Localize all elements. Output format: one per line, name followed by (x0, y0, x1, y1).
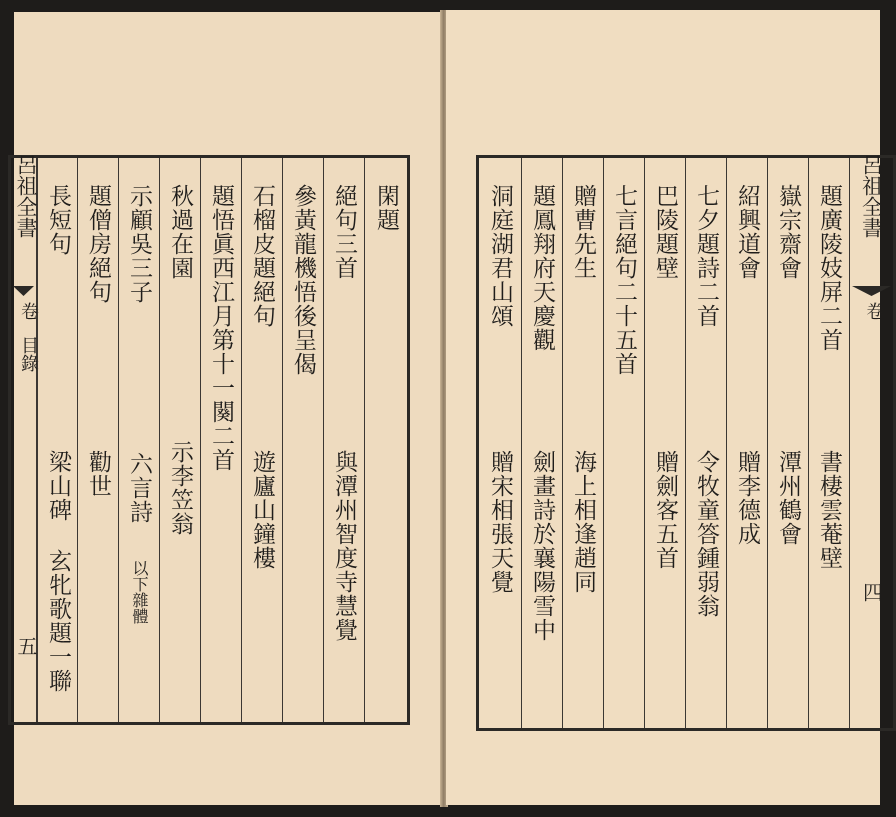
entry-title: 七夕題詩二首 (693, 184, 719, 328)
left-page (14, 12, 442, 805)
right-margin-title: 呂祖全書 (859, 154, 884, 238)
right-col-8 (521, 158, 562, 728)
fishtail-mark (852, 286, 891, 296)
entry-sub: 書棲雲菴壁 (816, 450, 842, 570)
entry-title: 題鳳翔府天慶觀 (529, 184, 555, 352)
entry-sub: 梁山碑 玄牝歌題一聯 (45, 450, 71, 693)
entry-title: 巴陵題壁 (652, 184, 678, 280)
entry-note: 以下雜體 (130, 560, 149, 624)
fishtail-mark (13, 286, 34, 296)
entry-title: 題悟眞西江月第十一闋二首 (208, 184, 234, 472)
left-col-4 (241, 158, 282, 722)
entry-title: 閑題 (373, 184, 399, 232)
entry-sub: 潭州鶴會 (775, 450, 801, 546)
left-col-7 (118, 158, 159, 722)
right-margin-strip (849, 154, 893, 728)
entry-title: 秋過在園 (167, 184, 193, 280)
entry-title: 參黃龍機悟後呈偈 (290, 184, 316, 376)
left-margin-strip (11, 154, 39, 722)
right-col-7 (562, 158, 603, 728)
entry-title: 石榴皮題絕句 (249, 184, 275, 328)
entry-title: 題廣陵妓屏二首 (816, 184, 842, 352)
entry-sub: 勸世 (85, 450, 111, 498)
right-margin-volume: 卷 (863, 302, 885, 320)
entry-title: 七言絕句二十五首 (611, 184, 637, 376)
left-col-9 (37, 158, 77, 722)
entry-title: 示顧吳三子 (126, 184, 152, 304)
entry-sub: 海上相逢趙同 (570, 450, 596, 594)
entry-sub: 贈李德成 (734, 450, 760, 546)
right-col-5 (644, 158, 685, 728)
left-text-frame (8, 155, 410, 725)
entry-title: 贈曹先生 (570, 184, 596, 280)
left-margin-section: 目錄 (18, 336, 39, 372)
right-col-3 (726, 158, 767, 728)
entry-title: 洞庭湖君山頌 (487, 184, 513, 328)
entry-sub: 令牧童答鍾弱翁 (693, 450, 719, 618)
right-text-frame (476, 155, 896, 731)
entry-sub: 贈劍客五首 (652, 450, 678, 570)
left-margin-volume: 卷 (18, 302, 39, 320)
left-col-3 (282, 158, 323, 722)
left-margin-title: 呂祖全書 (14, 154, 38, 238)
entry-sub: 六言詩 (126, 452, 152, 524)
right-col-1 (808, 158, 849, 728)
right-col-6 (603, 158, 644, 728)
right-col-4 (685, 158, 726, 728)
entry-title: 嶽宗齋會 (775, 184, 801, 280)
entry-title: 長短句 (45, 184, 71, 256)
entry-sub: 劍畫詩於襄陽雪中 (529, 450, 555, 642)
entry-sub: 示李笠翁 (167, 440, 193, 536)
entry-sub: 與潭州智度寺慧覺 (331, 450, 357, 642)
left-col-6 (159, 158, 200, 722)
left-col-1 (364, 158, 407, 722)
right-col-2 (767, 158, 808, 728)
left-col-2 (323, 158, 364, 722)
entry-title: 紹興道會 (734, 184, 760, 280)
entry-title: 題僧房絕句 (85, 184, 111, 304)
right-col-9 (479, 158, 521, 728)
entry-sub: 贈宋相張天覺 (487, 450, 513, 594)
entry-sub: 遊廬山鐘樓 (249, 450, 275, 570)
left-col-5 (200, 158, 241, 722)
right-margin-page-number: 四 (859, 582, 884, 602)
left-col-8 (77, 158, 118, 722)
entry-title: 絕句三首 (331, 184, 357, 280)
right-page (446, 10, 885, 805)
left-margin-page-number: 五 (14, 636, 38, 656)
